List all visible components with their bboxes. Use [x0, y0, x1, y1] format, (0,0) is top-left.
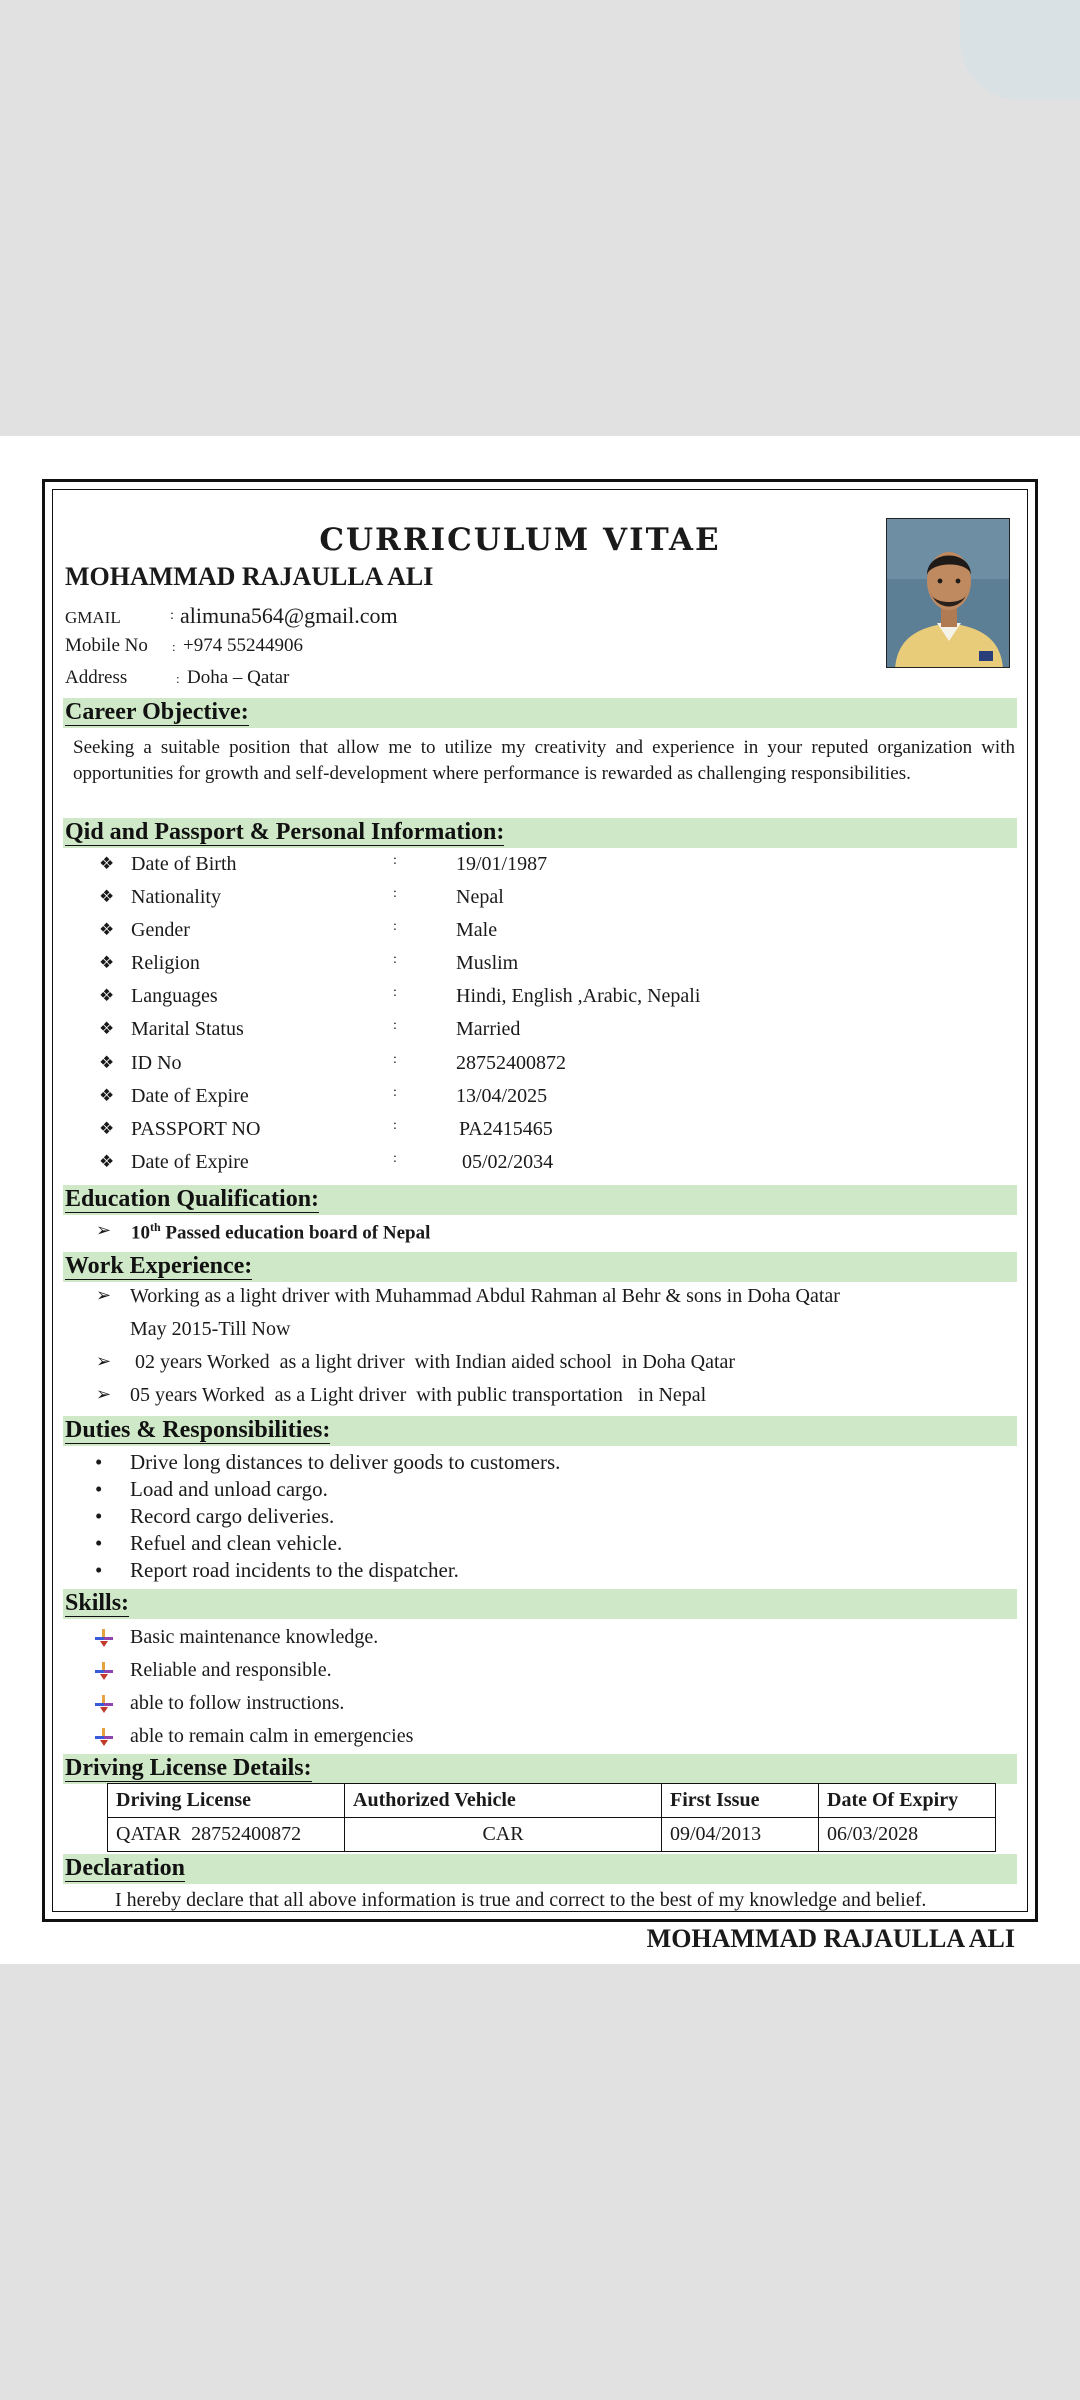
work-text: Working as a light driver with Muhammad Abdul Rahman al Behr & sons in Doha Qatar — [130, 1285, 840, 1307]
info-row — [63, 919, 763, 949]
arrowhead-icon: ➢ — [96, 1351, 112, 1371]
arrowhead-icon: ➢ — [96, 1384, 112, 1404]
table-header-row — [108, 1784, 996, 1818]
table-header: First Issue — [662, 1784, 819, 1818]
info-label: Date of Birth — [131, 853, 237, 875]
info-value: 13/04/2025 — [456, 1085, 548, 1107]
section-title: Skills: — [65, 1590, 130, 1616]
arrowhead-icon: ➢ — [96, 1220, 112, 1240]
diamond-bullet-icon: ❖ — [99, 1019, 115, 1038]
info-row — [63, 1118, 763, 1148]
diamond-bullet-icon: ❖ — [99, 1152, 115, 1171]
signature-name: MOHAMMAD RAJAULLA ALI — [646, 1924, 1015, 1953]
work-period: May 2015-Till Now — [130, 1318, 291, 1340]
bullet-dot: • — [95, 1450, 103, 1474]
info-label: Date of Expire — [131, 1085, 249, 1107]
skill-text: Reliable and responsible. — [130, 1659, 332, 1681]
table-cell: QATAR 28752400872 — [108, 1818, 345, 1852]
section-work-experience — [63, 1252, 1017, 1282]
duty-text: Record cargo deliveries. — [130, 1504, 335, 1528]
bullet-dot: • — [95, 1558, 103, 1582]
contact-sep: : — [172, 639, 176, 654]
info-label: Marital Status — [131, 1018, 244, 1040]
table-cell: 09/04/2013 — [662, 1818, 819, 1852]
info-colon: : — [393, 1052, 397, 1067]
profile-photo — [886, 518, 1010, 668]
diamond-bullet-icon: ❖ — [99, 1053, 115, 1072]
contact-gmail: alimuna564@gmail.com — [180, 603, 398, 628]
info-row — [63, 952, 763, 982]
skill-text: Basic maintenance knowledge. — [130, 1626, 379, 1648]
section-personal-info — [63, 818, 1017, 848]
license-table — [107, 1783, 996, 1852]
info-value: Nepal — [456, 886, 504, 908]
section-title: Work Experience: — [65, 1253, 253, 1279]
education-spacer — [63, 1182, 1017, 1216]
overlay-corner — [960, 0, 1080, 100]
section-career-objective — [63, 698, 1017, 728]
diamond-bullet-icon: ❖ — [99, 986, 115, 1005]
table-cell: 06/03/2028 — [819, 1818, 996, 1852]
info-row — [63, 1052, 763, 1082]
section-skills — [63, 1589, 1017, 1619]
info-value: Married — [456, 1018, 521, 1040]
info-row — [63, 1018, 763, 1048]
info-label: PASSPORT NO — [131, 1118, 261, 1140]
info-label: Languages — [131, 985, 218, 1007]
info-label: Religion — [131, 952, 200, 974]
duty-text: Report road incidents to the dispatcher. — [130, 1558, 459, 1582]
info-colon: : — [393, 1118, 397, 1133]
duty-text: Drive long distances to deliver goods to customers. — [130, 1450, 561, 1474]
contact-label-mobile: Mobile No — [65, 635, 148, 656]
info-row — [63, 853, 763, 883]
diamond-bullet-icon: ❖ — [99, 854, 115, 873]
info-value: Male — [456, 919, 498, 941]
portrait-image — [887, 519, 1010, 668]
info-colon: : — [393, 886, 397, 901]
diamond-bullet-icon: ❖ — [99, 1119, 115, 1138]
diamond-bullet-icon: ❖ — [99, 887, 115, 906]
contact-label-gmail: GMAIL — [65, 608, 121, 627]
section-duties — [63, 1416, 1017, 1446]
info-value: Hindi, English ,Arabic, Nepali — [456, 985, 701, 1007]
duty-text: Load and unload cargo. — [130, 1477, 328, 1501]
contact-sep: : — [170, 608, 174, 623]
section-title: Duties & Responsibilities: — [65, 1417, 331, 1443]
info-row — [63, 1151, 763, 1181]
diamond-bullet-icon: ❖ — [99, 953, 115, 972]
work-text: 02 years Worked as a light driver with Indian aided school in Doha Qatar — [130, 1351, 736, 1373]
pen-nib-icon — [95, 1662, 113, 1680]
contact-mobile: +974 55244906 — [183, 635, 303, 656]
info-colon: : — [393, 1151, 397, 1166]
diamond-bullet-icon: ❖ — [99, 920, 115, 939]
education-grade-suffix: th — [150, 1220, 161, 1234]
diamond-bullet-icon: ❖ — [99, 1086, 115, 1105]
section-title: Education Qualification: — [65, 1186, 320, 1212]
section-license — [63, 1754, 1017, 1784]
info-value: 28752400872 — [456, 1052, 566, 1074]
info-row — [63, 985, 763, 1015]
document-title: CURRICULUM VITAE — [319, 522, 721, 558]
contact-sep: : — [176, 671, 180, 686]
info-value: 19/01/1987 — [456, 853, 548, 875]
arrowhead-icon: ➢ — [96, 1285, 112, 1305]
info-row — [63, 886, 763, 916]
education-text — [131, 1220, 430, 1244]
section-title: Declaration — [65, 1855, 185, 1881]
pen-nib-icon — [95, 1629, 113, 1647]
table-header: Driving License — [108, 1784, 345, 1818]
declaration-text: I hereby declare that all above information is true and correct to the best of my knowledge and belief. — [115, 1889, 927, 1911]
section-title: Driving License Details: — [65, 1755, 312, 1781]
info-label: ID No — [131, 1052, 182, 1074]
info-colon: : — [393, 919, 397, 934]
info-label: Date of Expire — [131, 1151, 249, 1173]
table-header: Authorized Vehicle — [345, 1784, 662, 1818]
contact-address: Doha – Qatar — [187, 667, 290, 688]
info-row — [63, 1085, 763, 1115]
pen-nib-icon — [95, 1728, 113, 1746]
info-label: Gender — [131, 919, 190, 941]
info-value: PA2415465 — [459, 1118, 553, 1140]
table-row — [108, 1818, 996, 1852]
education-grade: 10 — [131, 1222, 150, 1244]
info-colon: : — [393, 952, 397, 967]
info-colon: : — [393, 853, 397, 868]
cv-page — [0, 436, 1080, 1964]
pen-nib-icon — [95, 1695, 113, 1713]
info-colon: : — [393, 1018, 397, 1033]
info-label: Nationality — [131, 886, 221, 908]
info-colon: : — [393, 1085, 397, 1100]
section-title: Qid and Passport & Personal Information: — [65, 819, 505, 845]
table-cell: CAR — [345, 1818, 662, 1852]
bullet-dot: • — [95, 1477, 103, 1501]
info-value: 05/02/2034 — [462, 1151, 554, 1173]
skill-text: able to follow instructions. — [130, 1692, 345, 1714]
objective-text: Seeking a suitable position that allow me to utilize my creativity and experience in your reputed organization with opportunities for growth and self-development where performance is rewarded as challenging responsibilities. — [73, 737, 1015, 784]
candidate-name: MOHAMMAD RAJAULLA ALI — [65, 562, 434, 591]
duty-text: Refuel and clean vehicle. — [130, 1531, 343, 1555]
contact-label-address: Address — [65, 667, 128, 688]
section-title: Career Objective: — [65, 699, 249, 725]
info-colon: : — [393, 985, 397, 1000]
skill-text: able to remain calm in emergencies — [130, 1725, 414, 1747]
table-header: Date Of Expiry — [819, 1784, 996, 1818]
section-declaration — [63, 1854, 1017, 1884]
work-text: 05 years Worked as a Light driver with public transportation in Nepal — [130, 1384, 707, 1406]
bullet-dot: • — [95, 1504, 103, 1528]
bullet-dot: • — [95, 1531, 103, 1555]
info-value: Muslim — [456, 952, 519, 974]
education-detail: Passed education board of Nepal — [160, 1222, 431, 1244]
